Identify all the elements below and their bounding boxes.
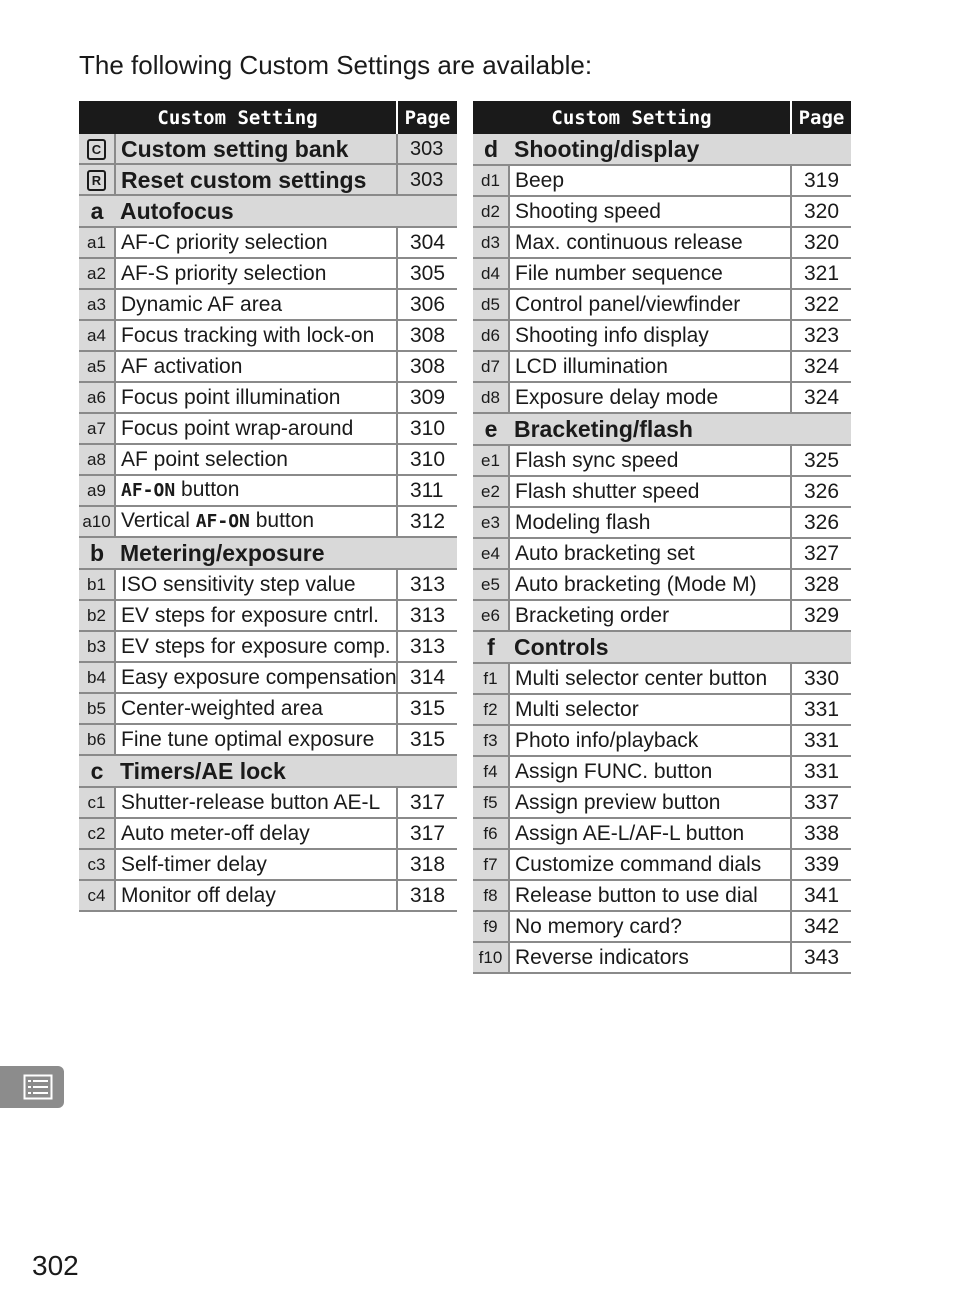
page-ref: 342 (791, 911, 851, 942)
page-ref: 313 (397, 600, 457, 631)
page-ref: 317 (397, 818, 457, 849)
setting-code: e4 (473, 538, 509, 569)
page-ref: 326 (791, 507, 851, 538)
table-row (79, 600, 457, 631)
setting-code: e6 (473, 600, 509, 631)
setting-name: Flash shutter speed (509, 476, 791, 507)
page-ref: 331 (791, 725, 851, 756)
af-on-button-label: AF-ON (121, 480, 176, 501)
page-ref: 313 (397, 569, 457, 600)
setting-name: Exposure delay mode (509, 382, 791, 413)
group-header (473, 413, 851, 445)
setting-name: Assign AE-L/AF-L button (509, 818, 791, 849)
table-row (473, 445, 851, 476)
group-letter: f (473, 631, 509, 663)
setting-name: Auto bracketing (Mode M) (509, 569, 791, 600)
page-ref: 312 (397, 506, 457, 537)
group-title: Timers/AE lock (115, 755, 457, 787)
group-letter: d (473, 134, 509, 165)
group-title: Controls (509, 631, 851, 663)
setting-code: a3 (79, 289, 115, 320)
setting-code: d8 (473, 382, 509, 413)
table-row (473, 818, 851, 849)
setting-name: Shooting info display (509, 320, 791, 351)
page-ref: 327 (791, 538, 851, 569)
group-title: Bracketing/flash (509, 413, 851, 445)
setting-name: Flash sync speed (509, 445, 791, 476)
table-row (79, 475, 457, 506)
setting-name: Customize command dials (509, 849, 791, 880)
af-on-button-label: AF-ON (195, 511, 250, 532)
table-row (79, 444, 457, 475)
page-ref: 324 (791, 351, 851, 382)
setting-name: Monitor off delay (115, 880, 397, 911)
setting-code: f2 (473, 694, 509, 725)
page-ref: 339 (791, 849, 851, 880)
table-row (473, 663, 851, 694)
page-ref: 325 (791, 445, 851, 476)
page-ref: 321 (791, 258, 851, 289)
page-ref: 330 (791, 663, 851, 694)
table-row (79, 818, 457, 849)
page-ref: 320 (791, 196, 851, 227)
group-header (79, 755, 457, 787)
setting-code: c2 (79, 818, 115, 849)
table-row (473, 165, 851, 196)
page-ref: 341 (791, 880, 851, 911)
setting-name: Assign FUNC. button (509, 756, 791, 787)
group-title: Shooting/display (509, 134, 851, 165)
setting-code: d1 (473, 165, 509, 196)
setting-code: f10 (473, 942, 509, 973)
setting-code: d6 (473, 320, 509, 351)
setting-name: Reverse indicators (509, 942, 791, 973)
setting-name: No memory card? (509, 911, 791, 942)
group-header (79, 537, 457, 569)
setting-name: ISO sensitivity step value (115, 569, 397, 600)
page-ref: 326 (791, 476, 851, 507)
table-row (473, 911, 851, 942)
page-ref: 317 (397, 787, 457, 818)
page-ref: 313 (397, 631, 457, 662)
setting-name: Fine tune optimal exposure (115, 724, 397, 755)
page-ref: 311 (397, 475, 457, 506)
setting-code: d7 (473, 351, 509, 382)
group-header (473, 631, 851, 663)
setting-name: Dynamic AF area (115, 289, 397, 320)
table-row (473, 196, 851, 227)
page-ref: 308 (397, 320, 457, 351)
table-row (473, 476, 851, 507)
page-ref: 308 (397, 351, 457, 382)
table-row (473, 725, 851, 756)
setting-name: Center-weighted area (115, 693, 397, 724)
setting-code: b2 (79, 600, 115, 631)
page-ref: 331 (791, 694, 851, 725)
table-header (473, 101, 851, 134)
setting-name: Modeling flash (509, 507, 791, 538)
page-ref: 315 (397, 724, 457, 755)
setting-code: e2 (473, 476, 509, 507)
table-row (473, 258, 851, 289)
page-ref: 329 (791, 600, 851, 631)
setting-code: f7 (473, 849, 509, 880)
setting-code: d3 (473, 227, 509, 258)
setting-code: a9 (79, 475, 115, 506)
page-ref: 322 (791, 289, 851, 320)
setting-name: AF point selection (115, 444, 397, 475)
page-ref: 338 (791, 818, 851, 849)
setting-code: f5 (473, 787, 509, 818)
page-ref: 331 (791, 756, 851, 787)
setting-code: d4 (473, 258, 509, 289)
setting-name: AF-S priority selection (115, 258, 397, 289)
page-ref: 314 (397, 662, 457, 693)
setting-name: Beep (509, 165, 791, 196)
setting-name: AF-C priority selection (115, 227, 397, 258)
setting-name: File number sequence (509, 258, 791, 289)
setting-code: b3 (79, 631, 115, 662)
section-tab (0, 1066, 64, 1108)
setting-code (79, 134, 115, 164)
setting-name: Auto meter-off delay (115, 818, 397, 849)
setting-code: a8 (79, 444, 115, 475)
intro-heading: The following Custom Settings are available: (79, 50, 593, 80)
table-row (473, 600, 851, 631)
setting-name: Max. continuous release (509, 227, 791, 258)
setting-code: f1 (473, 663, 509, 694)
table-row (473, 538, 851, 569)
setting-code: b5 (79, 693, 115, 724)
setting-name: LCD illumination (509, 351, 791, 382)
setting-name: Bracketing order (509, 600, 791, 631)
setting-code: d2 (473, 196, 509, 227)
page-ref: 328 (791, 569, 851, 600)
setting-code: a1 (79, 227, 115, 258)
setting-name: Focus tracking with lock-on (115, 320, 397, 351)
menu-list-icon (23, 1074, 53, 1100)
bank-letter-icon: R (87, 170, 106, 191)
setting-code: f6 (473, 818, 509, 849)
table-row (79, 631, 457, 662)
setting-name: Reset custom settings (115, 164, 397, 195)
table-row (473, 507, 851, 538)
setting-name: Focus point illumination (115, 382, 397, 413)
table-row (79, 320, 457, 351)
setting-name-prefix: Vertical (121, 509, 196, 532)
table-row (79, 662, 457, 693)
setting-code: c3 (79, 849, 115, 880)
setting-name: Assign preview button (509, 787, 791, 818)
setting-name: EV steps for exposure comp. (115, 631, 397, 662)
setting-code: e3 (473, 507, 509, 538)
table-row (79, 849, 457, 880)
page-ref: 337 (791, 787, 851, 818)
group-letter: a (79, 195, 115, 227)
group-letter: b (79, 537, 115, 569)
table-row (79, 382, 457, 413)
table-row (79, 880, 457, 911)
page-ref: 324 (791, 382, 851, 413)
table-header (79, 101, 457, 134)
setting-code: a6 (79, 382, 115, 413)
table-row (79, 693, 457, 724)
table-row (473, 320, 851, 351)
table-row (79, 227, 457, 258)
setting-code: a7 (79, 413, 115, 444)
table-row (473, 694, 851, 725)
setting-code: a5 (79, 351, 115, 382)
group-title: Autofocus (115, 195, 457, 227)
table-row (473, 880, 851, 911)
setting-name: Release button to use dial (509, 880, 791, 911)
header-custom-setting: Custom Setting (473, 101, 791, 134)
table-row (79, 569, 457, 600)
setting-name: Multi selector center button (509, 663, 791, 694)
setting-name-suffix: button (175, 478, 240, 501)
setting-code: c1 (79, 787, 115, 818)
table-row (473, 289, 851, 320)
table-row (79, 413, 457, 444)
table-row (473, 382, 851, 413)
header-page: Page (397, 101, 457, 134)
setting-name: EV steps for exposure cntrl. (115, 600, 397, 631)
table-row (79, 787, 457, 818)
page-ref: 309 (397, 382, 457, 413)
setting-name: Shutter-release button AE-L (115, 787, 397, 818)
table-row (473, 787, 851, 818)
table-row (79, 289, 457, 320)
group-header (473, 134, 851, 165)
page-ref: 323 (791, 320, 851, 351)
page-ref: 310 (397, 444, 457, 475)
setting-code: b4 (79, 662, 115, 693)
table-row (473, 942, 851, 973)
setting-name: Self-timer delay (115, 849, 397, 880)
setting-code: f8 (473, 880, 509, 911)
page-ref: 320 (791, 227, 851, 258)
setting-code: a2 (79, 258, 115, 289)
table-row (473, 569, 851, 600)
table-row (79, 351, 457, 382)
setting-name: Multi selector (509, 694, 791, 725)
table-row (473, 351, 851, 382)
setting-name (115, 506, 397, 537)
table-row (79, 258, 457, 289)
custom-settings-table-right (473, 101, 851, 974)
setting-name: Focus point wrap-around (115, 413, 397, 444)
setting-name: Custom setting bank (115, 134, 397, 164)
setting-code: e1 (473, 445, 509, 476)
bank-letter-icon: C (87, 139, 106, 160)
group-letter: c (79, 755, 115, 787)
table-row (79, 506, 457, 537)
header-custom-setting: Custom Setting (79, 101, 397, 134)
setting-name-suffix: button (249, 509, 315, 532)
setting-code: a4 (79, 320, 115, 351)
setting-name: Auto bracketing set (509, 538, 791, 569)
top-row (79, 164, 457, 195)
setting-name: Photo info/playback (509, 725, 791, 756)
setting-code: f9 (473, 911, 509, 942)
setting-name: AF activation (115, 351, 397, 382)
top-row (79, 134, 457, 164)
table-row (473, 849, 851, 880)
page-ref: 306 (397, 289, 457, 320)
setting-code: c4 (79, 880, 115, 911)
table-row (473, 227, 851, 258)
table-row (79, 724, 457, 755)
page-ref: 304 (397, 227, 457, 258)
setting-code: a10 (79, 506, 115, 537)
setting-name (115, 475, 397, 506)
setting-code: e5 (473, 569, 509, 600)
page-ref: 318 (397, 849, 457, 880)
page-ref: 303 (397, 164, 457, 195)
group-letter: e (473, 413, 509, 445)
page-ref: 310 (397, 413, 457, 444)
setting-name: Shooting speed (509, 196, 791, 227)
header-page: Page (791, 101, 851, 134)
setting-code: b6 (79, 724, 115, 755)
setting-code: f3 (473, 725, 509, 756)
table-row (473, 756, 851, 787)
page-number: 302 (32, 1250, 79, 1281)
page-ref: 343 (791, 942, 851, 973)
group-title: Metering/exposure (115, 537, 457, 569)
page-ref: 319 (791, 165, 851, 196)
setting-name: Easy exposure compensation (115, 662, 397, 693)
page-ref: 305 (397, 258, 457, 289)
setting-code: f4 (473, 756, 509, 787)
custom-settings-table-left (79, 101, 457, 912)
page-ref: 318 (397, 880, 457, 911)
setting-code: b1 (79, 569, 115, 600)
setting-code: d5 (473, 289, 509, 320)
setting-name: Control panel/viewfinder (509, 289, 791, 320)
page-ref: 315 (397, 693, 457, 724)
group-header (79, 195, 457, 227)
page-ref: 303 (397, 134, 457, 164)
setting-code (79, 164, 115, 195)
